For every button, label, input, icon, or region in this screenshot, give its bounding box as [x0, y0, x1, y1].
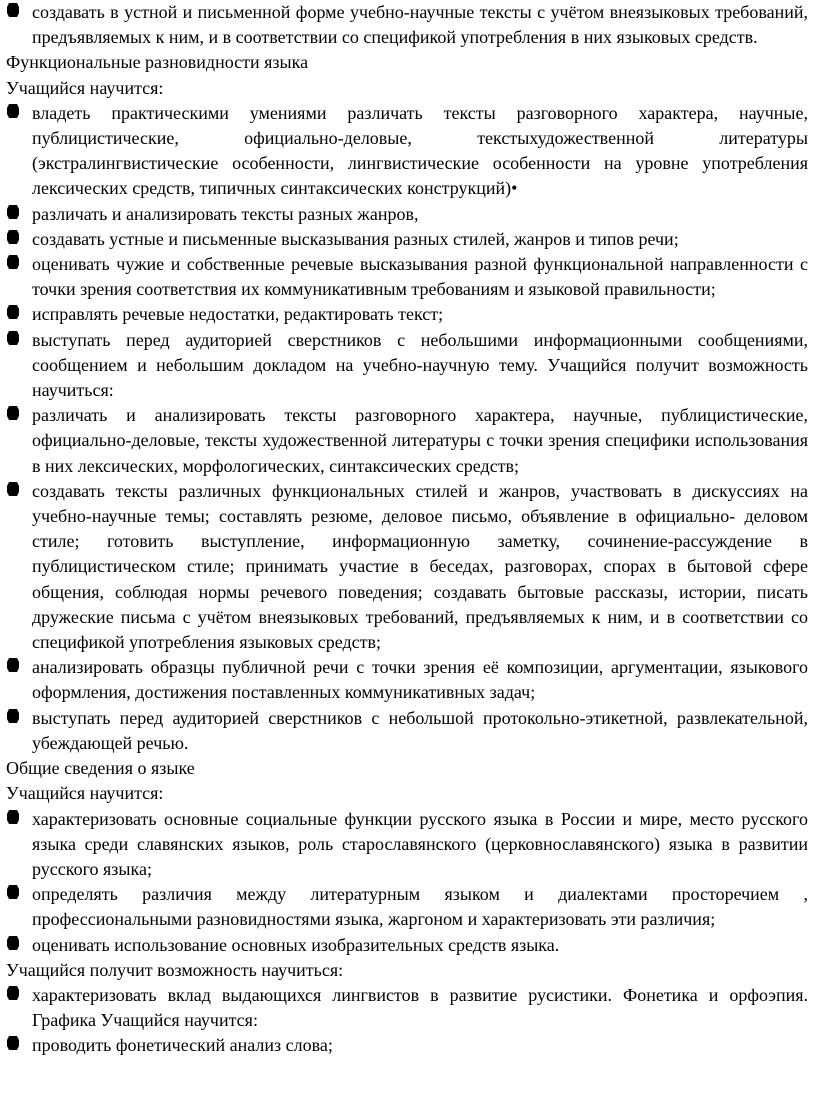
list-item	[0, 227, 816, 252]
list-item	[0, 655, 816, 705]
bullet-icon	[6, 328, 32, 353]
bullet-icon	[6, 706, 32, 731]
list-item	[0, 479, 816, 655]
list-item-text: определять различия между литературным языком и диалектами просторечием , профессиональными разновидностями языка, жаргоном и характеризовать эти различия;	[32, 884, 808, 930]
list-item	[0, 983, 816, 1033]
section-heading: Общие сведения о языке	[6, 758, 195, 779]
list-item	[0, 101, 816, 202]
list-item	[0, 302, 816, 327]
bullet-icon	[6, 227, 32, 252]
list-item-text: проводить фонетический анализ слова;	[32, 1035, 333, 1056]
list-item-text: анализировать образцы публичной речи с точки зрения её композиции, аргументации, языкового оформления, достижения поставленных коммуникативных задач;	[32, 657, 808, 703]
list-item-text: различать и анализировать тексты разных жанров,	[32, 203, 419, 224]
list-item-text: оценивать использование основных изобразительных средств языка.	[32, 934, 560, 955]
list-item	[0, 882, 816, 932]
list-item-text: выступать перед аудиторией сверстников с небольшими информационными сообщениями, сообщением и небольшим докладом на учебно-научную тему. Учащийся получит возможность научиться:	[32, 329, 808, 401]
list-item-text: выступать перед аудиторией сверстников с небольшой протокольно-этикетной, развлекательной, убеждающей речью.	[32, 707, 808, 753]
list-item-text: владеть практическими умениями различать тексты разговорного характера, научные, публицистические, официально-деловые, текстыхудожественной литературы (экстралингвистические особенности, лингвистические особенности на уровне употребления лексических средств, типичных синтаксических конструкций)•	[32, 102, 808, 199]
list-item-text: оценивать чужие и собственные речевые высказывания разной функциональной направленности с точки зрения соответствия их коммуникативным требованиям и языковой правильности;	[32, 254, 808, 300]
list-item	[0, 706, 816, 756]
list-item-text: характеризовать основные социальные функции русского языка в России и мире, место русского языка среди славянских языков, роль старославянского (церковнославянского) языка в развитии русского языка;	[32, 808, 808, 879]
list-item	[0, 202, 816, 227]
bullet-icon	[6, 1033, 32, 1058]
bullet-icon	[6, 101, 32, 126]
list-item-text: исправлять речевые недостатки, редактировать текст;	[32, 304, 444, 325]
list-item	[0, 933, 816, 958]
bullet-icon	[6, 655, 32, 680]
bullet-icon	[6, 983, 32, 1008]
list-item	[0, 0, 816, 50]
list-item-text: создавать тексты различных функциональных стилей и жанров, участвовать в дискуссиях на учебно-научные темы; составлять резюме, деловое письмо, объявление в официально- деловом стиле; готовить выступление, информационную заметку, сочинение-рассуждение в публицистическом стиле; принимать участие в беседах, разговорах, спорах в бытовой сфере общения, соблюдая нормы речевого поведения; создавать бытовые рассказы, истории, писать дружеские письма с учётом внеязыковых требований, предъявляемых к ним, и в соответствии со спецификой употребления языковых средств;	[32, 480, 808, 653]
bullet-icon	[6, 302, 32, 327]
bullet-icon	[6, 202, 32, 227]
section-heading: Функциональные разновидности языка	[6, 52, 309, 73]
bullet-icon	[6, 252, 32, 277]
bullet-icon	[6, 933, 32, 958]
list-item-text: создавать в устной и письменной форме учебно-научные тексты с учётом внеязыковых требований, предъявляемых к ним, и в соответствии со спецификой употребления в них языковых средств.	[32, 2, 808, 48]
list-item	[0, 328, 816, 404]
bullet-icon	[6, 882, 32, 907]
section-subheading: Учащийся научится:	[6, 77, 164, 98]
list-item-text: различать и анализировать тексты разговорного характера, научные, публицистические, официально-деловые, тексты художественной литературы с точки зрения специфики использования в них лексических, морфологических, синтаксических средств;	[32, 405, 808, 476]
list-item-text: создавать устные и письменные высказывания разных стилей, жанров и типов речи;	[32, 228, 679, 249]
list-item-text: характеризовать вклад выдающихся лингвистов в развитие русистики. Фонетика и орфоэпия. Графика Учащийся научится:	[32, 984, 808, 1031]
section-subheading: Учащийся научится:	[6, 783, 164, 804]
list-item	[0, 252, 816, 302]
list-item	[0, 1033, 816, 1058]
list-item	[0, 403, 816, 479]
bullet-icon	[6, 0, 32, 25]
bullet-icon	[6, 807, 32, 832]
bullet-icon	[6, 403, 32, 428]
section-subheading: Учащийся получит возможность научиться:	[6, 959, 344, 980]
list-item	[0, 807, 816, 883]
bullet-icon	[6, 479, 32, 504]
